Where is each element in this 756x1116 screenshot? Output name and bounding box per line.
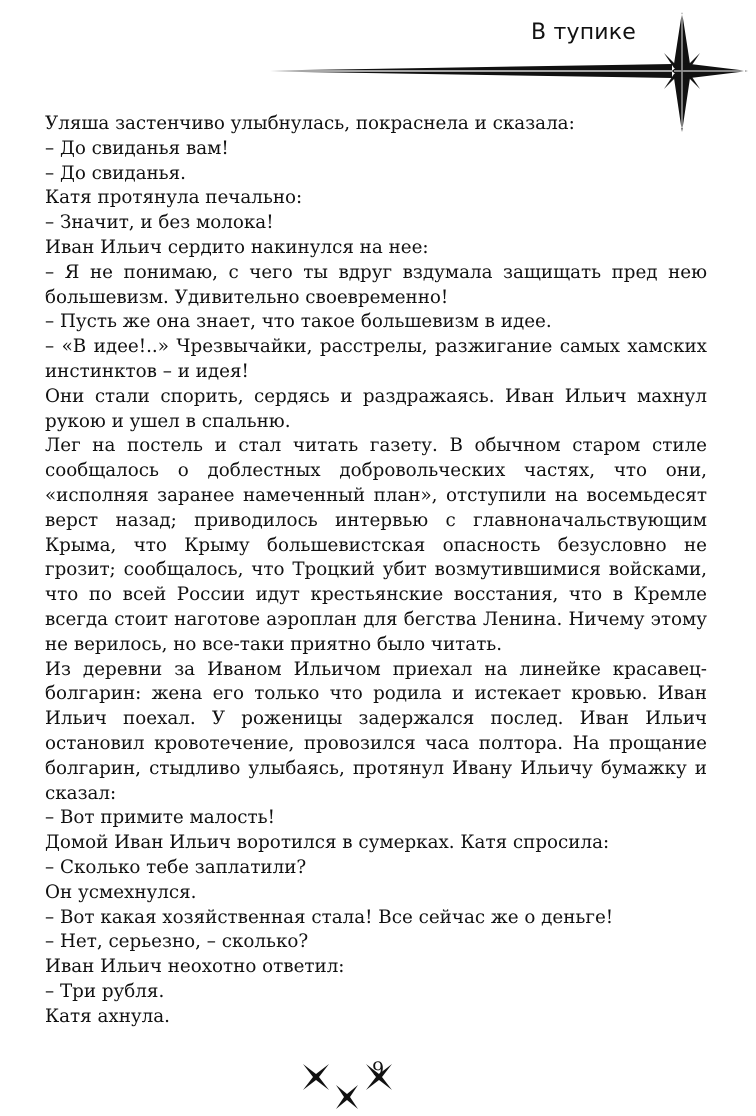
paragraph: Уляша застенчиво улыбнулась, покраснела и сказала: xyxy=(45,113,575,134)
paragraph: – Вот какая хозяйственная стала! Все сейчас же о деньге! xyxy=(45,906,614,928)
paragraph: – Значит, и без молока! xyxy=(45,212,274,234)
paragraph: – «В идее!..» Чрезвычайки, расстрелы, разжигание самых хамских инстинктов – и идея! xyxy=(45,336,707,382)
cross-star-icon xyxy=(336,1085,358,1109)
paragraph: Он усмехнулся. xyxy=(45,881,197,903)
paragraph: – Нет, серьезно, – сколько? xyxy=(45,931,309,953)
paragraph: Иван Ильич неохотно ответил: xyxy=(45,956,345,978)
paragraph: Катя ахнула. xyxy=(45,1005,170,1027)
paragraph: Они стали спорить, сердясь и раздражаясь. Иван Ильич махнул рукою и ушел в спальню. xyxy=(45,385,707,432)
paragraph: Иван Ильич сердито накинулся на нее: xyxy=(45,236,429,258)
paragraph: Домой Иван Ильич воротился в сумерках. Катя спросила: xyxy=(45,832,610,854)
paragraph: – Три рубля. xyxy=(45,980,165,1002)
body-text xyxy=(45,112,707,1029)
paragraph: – Сколько тебе заплатили? xyxy=(45,856,307,878)
page-number: 9 xyxy=(371,1058,385,1080)
paragraph: – До свиданья. xyxy=(45,162,186,184)
paragraph: – Пусть же она знает, что такое большевизм в идее. xyxy=(45,311,552,333)
paragraph: Катя протянула печально: xyxy=(45,187,303,209)
paragraph: Из деревни за Иваном Ильичом приехал на линейке красавец-болгарин: жена его только что родила и истекает кровью. Иван Ильич поехал. У роженицы задержался послед. Иван Ильич остановил кровотечение, провозился часа полтора. На прощание болгарин, стыдливо улыбаясь, протянул Ивану Ильичу бумажку и сказал: xyxy=(45,658,707,804)
paragraph: Лег на постель и стал читать газету. В обычном старом стиле сообщалось о доблестных добровольческих частях, что они, «исполняя заранее намеченный план», отступили на восемьдесят верст назад; приводилось интервью с главноначальствующим Крыма, что Крыму большевистская опасность безусловно не грозит; сообщалось, что Троцкий убит возмутившимися войсками, что по всей России идут крестьянские восстания, что в Кремле всегда стоит наготове аэроплан для бегства Ленина. Ничему этому не верилось, но все-таки приятно было читать. xyxy=(45,435,707,655)
running-head-title: В тупике xyxy=(530,20,636,45)
paragraph: – Вот примите малость! xyxy=(45,807,275,829)
paragraph: – До свиданья вам! xyxy=(45,137,229,159)
paragraph: – Я не понимаю, с чего ты вдруг вздумала защищать пред нею большевизм. Удивительно своевременно! xyxy=(45,261,707,308)
